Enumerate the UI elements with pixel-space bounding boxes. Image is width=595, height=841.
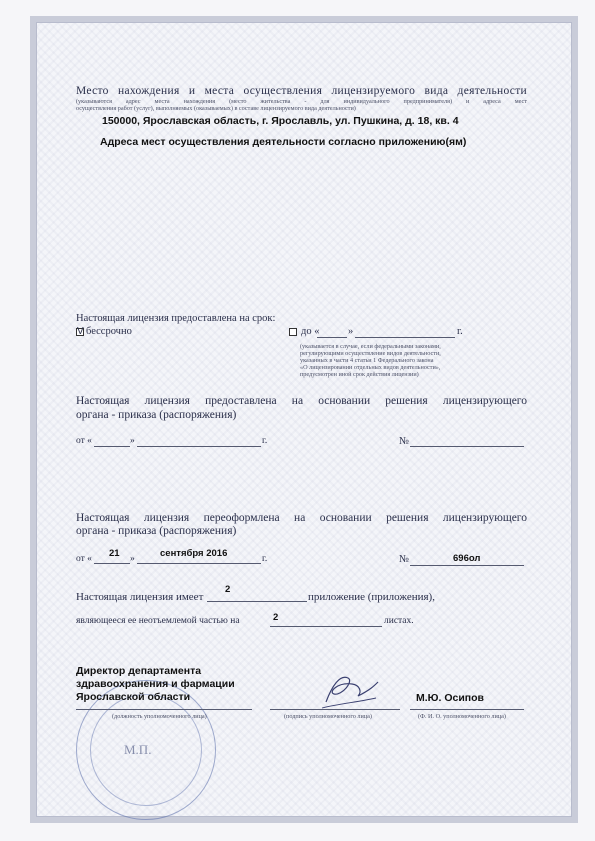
appendix-integral-prefix: являющееся ее неотъемлемой частью на xyxy=(76,616,240,626)
until-day-line xyxy=(317,337,347,338)
places-value: Адреса мест осуществления деятельности согласно приложению(ям) xyxy=(100,136,467,148)
appendix-count-line xyxy=(207,601,307,602)
appendix-sheets-suffix: листах. xyxy=(384,616,414,626)
appendix-sheets: 2 xyxy=(273,612,279,623)
signature-mark xyxy=(318,664,380,712)
term-note-4: «О лицензировании отдельных видов деятельности», xyxy=(300,364,441,371)
seal-label: М.П. xyxy=(124,742,152,757)
until-checkbox[interactable] xyxy=(289,328,297,336)
reissue-from-mid: » xyxy=(130,554,135,564)
decision-year-suffix: г. xyxy=(262,436,268,446)
caption-position: (должность уполномоченного лица) xyxy=(112,713,207,720)
perpetual-label: бессрочно xyxy=(86,326,132,337)
signatory-position-line2: здравоохранения и фармации xyxy=(76,678,235,690)
appendix-has-prefix: Настоящая лицензия имеет xyxy=(76,591,204,603)
appendix-count: 2 xyxy=(225,584,231,595)
decision-month-line xyxy=(137,446,261,447)
perpetual-checkbox[interactable] xyxy=(76,328,84,336)
decision-number-line xyxy=(410,446,524,447)
signatory-position-line3: Ярославской области xyxy=(76,691,191,703)
until-mid: » xyxy=(348,326,354,337)
signature-line xyxy=(270,709,400,710)
position-line xyxy=(76,709,252,710)
location-hint-line1: (указываются адрес места нахождения (место жительства - для индивидуального предпринимателя) и адреса мест xyxy=(76,98,527,105)
decision-from-mid: » xyxy=(130,436,135,446)
reissue-number: 696ол xyxy=(453,553,481,564)
until-prefix: до « xyxy=(301,326,320,337)
reissue-day: 21 xyxy=(109,548,120,559)
location-hint-line2: осуществления работ (услуг), выполняемых (оказываемых) в составе лицензируемого вида деятельности) xyxy=(76,105,356,112)
term-note-3: указанных в части 4 статьи 1 Федерального закона xyxy=(300,357,434,364)
until-month-line xyxy=(355,337,455,338)
signatory-position-line1: Директор департамента xyxy=(76,665,202,677)
reissue-year-suffix: г. xyxy=(262,554,268,564)
decision-number-prefix: № xyxy=(399,436,410,447)
reissue-month-year: сентября 2016 xyxy=(160,548,228,559)
reissue-month-line xyxy=(137,563,261,564)
address-value: 150000, Ярославская область, г. Ярославль, ул. Пушкина, д. 18, кв. 4 xyxy=(102,115,459,127)
appendix-has-suffix: приложение (приложения), xyxy=(308,591,435,603)
term-note-5: предусмотрен иной срок действия лицензии) xyxy=(300,371,419,378)
reissue-number-prefix: № xyxy=(399,554,410,565)
term-note-2: регулирующими осуществление видов деятельности, xyxy=(300,350,441,357)
location-heading: Место нахождения и места осуществления лицензируемого вида деятельности xyxy=(76,85,527,97)
decision-line2: органа - приказа (распоряжения) xyxy=(76,409,237,421)
perpetual-checkmark: V xyxy=(77,326,84,337)
caption-signature: (подпись уполномоченного лица) xyxy=(284,713,372,720)
decision-from-prefix: от « xyxy=(76,436,92,446)
term-label: Настоящая лицензия предоставлена на срок: xyxy=(76,313,276,324)
reissue-line2: органа - приказа (распоряжения) xyxy=(76,525,237,537)
appendix-sheets-line xyxy=(270,626,382,627)
caption-name: (Ф. И. О. уполномоченного лица) xyxy=(418,713,506,720)
term-note-1: (указывается в случае, если федеральными законами, xyxy=(300,343,441,350)
reissue-day-line xyxy=(94,563,130,564)
until-suffix: г. xyxy=(457,326,463,337)
decision-line1: Настоящая лицензия предоставлена на основании решения лицензирующего xyxy=(76,395,527,407)
reissue-from-prefix: от « xyxy=(76,554,92,564)
name-line xyxy=(410,709,524,710)
decision-day-line xyxy=(94,446,130,447)
reissue-number-line xyxy=(410,565,524,566)
reissue-line1: Настоящая лицензия переоформлена на основании решения лицензирующего xyxy=(76,512,527,524)
signatory-name: М.Ю. Осипов xyxy=(416,692,484,704)
